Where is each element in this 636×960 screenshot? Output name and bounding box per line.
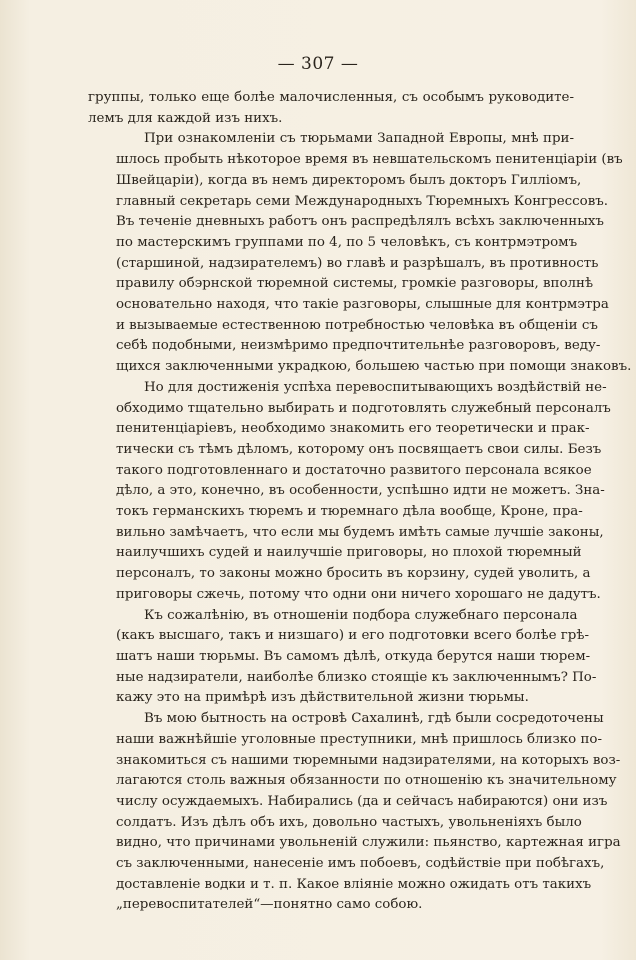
text-line: наилучшихъ судей и наилучшіе приговоры, но плохой тюремный <box>116 545 582 561</box>
text-line: тически съ тѣмъ дѣломъ, которому онъ посвящаетъ свои силы. Безъ <box>116 441 602 457</box>
text-line: персоналъ, то законы можно бросить въ корзину, судей уволить, а <box>116 566 591 582</box>
text-line: числу осуждаемыхъ. Набирались (да и сейчасъ набираются) они изъ <box>116 793 608 809</box>
text-line: (старшиной, надзирателемъ) во главѣ и разрѣшалъ, въ противность <box>116 255 599 271</box>
text-line: кажу это на примѣрѣ изъ дѣйствительной жизни тюрьмы. <box>116 690 529 706</box>
page-number: — 307 — <box>277 54 359 74</box>
text-line: Къ сожалѣнію, въ отношеніи подбора служебнаго персонала <box>144 607 578 623</box>
text-line: и вызываемые естественною потребностью человѣка въ общеніи съ <box>116 317 598 333</box>
text-line: пенитенціаріевъ, необходимо знакомить его теоретически и прак- <box>116 421 590 437</box>
text-line: наши важнѣйшіе уголовные преступники, мнѣ пришлось близко по- <box>116 731 602 747</box>
text-line: Въ теченіе дневныхъ работъ онъ распредѣлялъ всѣхъ заключенныхъ <box>116 214 604 230</box>
text-line: по мастерскимъ группами по 4, по 5 человѣкъ, съ контрмэтромъ <box>116 234 578 250</box>
text-line: ные надзиратели, наиболѣе близко стоящіе къ заключеннымъ? По- <box>116 669 597 685</box>
text-line: (какъ высшаго, такъ и низшаго) и его подготовки всего болѣе грѣ- <box>116 628 589 644</box>
text-line: основательно находя, что такіе разговоры, слышные для контрмэтра <box>116 297 609 313</box>
text-line: щихся заключенными украдкою, большею частью при помощи знаковъ. <box>116 359 632 375</box>
text-line: Но для достиженія успѣха перевоспитывающихъ воздѣйствій не- <box>144 379 607 395</box>
paragraph <box>88 606 597 710</box>
text-line: главный секретарь семи Международныхъ Тюремныхъ Конгрессовъ. <box>116 193 609 209</box>
text-line: Швейцаріи), когда въ немъ директоромъ былъ докторъ Гилліомъ, <box>116 172 582 188</box>
text-line: знакомиться съ нашими тюремными надзирателями, на которыхъ воз- <box>116 752 621 768</box>
paragraph <box>88 709 621 916</box>
text-line: „перевоспитателей“—понятно само собою. <box>116 897 423 913</box>
text-line: солдатъ. Изъ дѣлъ объ ихъ, довольно частыхъ, увольненіяхъ было <box>116 814 582 830</box>
text-line: видно, что причинами увольненій служили: пьянство, картежная игра <box>116 835 621 851</box>
text-line: съ заключенными, нанесеніе имъ побоевъ, содѣйствіе при побѣгахъ, <box>116 856 605 872</box>
text-line: лагаются столь важныя обязанности по отношенію къ значительному <box>116 773 617 789</box>
paragraph <box>88 378 611 606</box>
text-line: вильно замѣчаетъ, что если мы будемъ имѣть самые лучшіе законы, <box>116 524 604 540</box>
text-line: дѣло, а это, конечно, въ особенности, успѣшно идти не можетъ. Зна- <box>116 483 605 499</box>
text-line: приговоры сжечь, потому что одни они ничего хорошаго не дадутъ. <box>116 586 601 602</box>
text-line: себѣ подобными, неизмѣримо предпочтительнѣе разговоровъ, веду- <box>116 338 601 354</box>
text-line: шлось пробыть нѣкоторое время въ невшательскомъ пенитенціаріи (въ <box>116 152 623 168</box>
text-line: группы, только еще болѣе малочисленныя, съ особымъ руководите- <box>88 90 574 105</box>
text-line: правилу обэрнской тюремной системы, громкіе разговоры, вполнѣ <box>116 276 594 292</box>
text-line: лемъ для каждой изъ нихъ. <box>88 110 283 126</box>
text-line: такого подготовленнаго и достаточно развитого персонала всякое <box>116 462 592 478</box>
text-line: токъ германскихъ тюремъ и тюремнаго дѣла вообще, Кроне, пра- <box>116 504 583 520</box>
paragraph <box>88 88 574 129</box>
text-column <box>88 88 632 916</box>
text-line: Въ мою бытность на островѣ Сахалинѣ, гдѣ были сосредоточены <box>144 711 604 727</box>
text-line: обходимо тщательно выбирать и подготовлять служебный персоналъ <box>116 400 611 416</box>
text-line: При ознакомленіи съ тюрьмами Западной Европы, мнѣ при- <box>144 131 574 147</box>
text-line: доставленіе водки и т. п. Какое вліяніе можно ожидать отъ такихъ <box>116 876 592 892</box>
text-line: шатъ наши тюрьмы. Въ самомъ дѣлѣ, откуда берутся наши тюрем- <box>116 648 591 664</box>
paragraph <box>88 129 632 377</box>
